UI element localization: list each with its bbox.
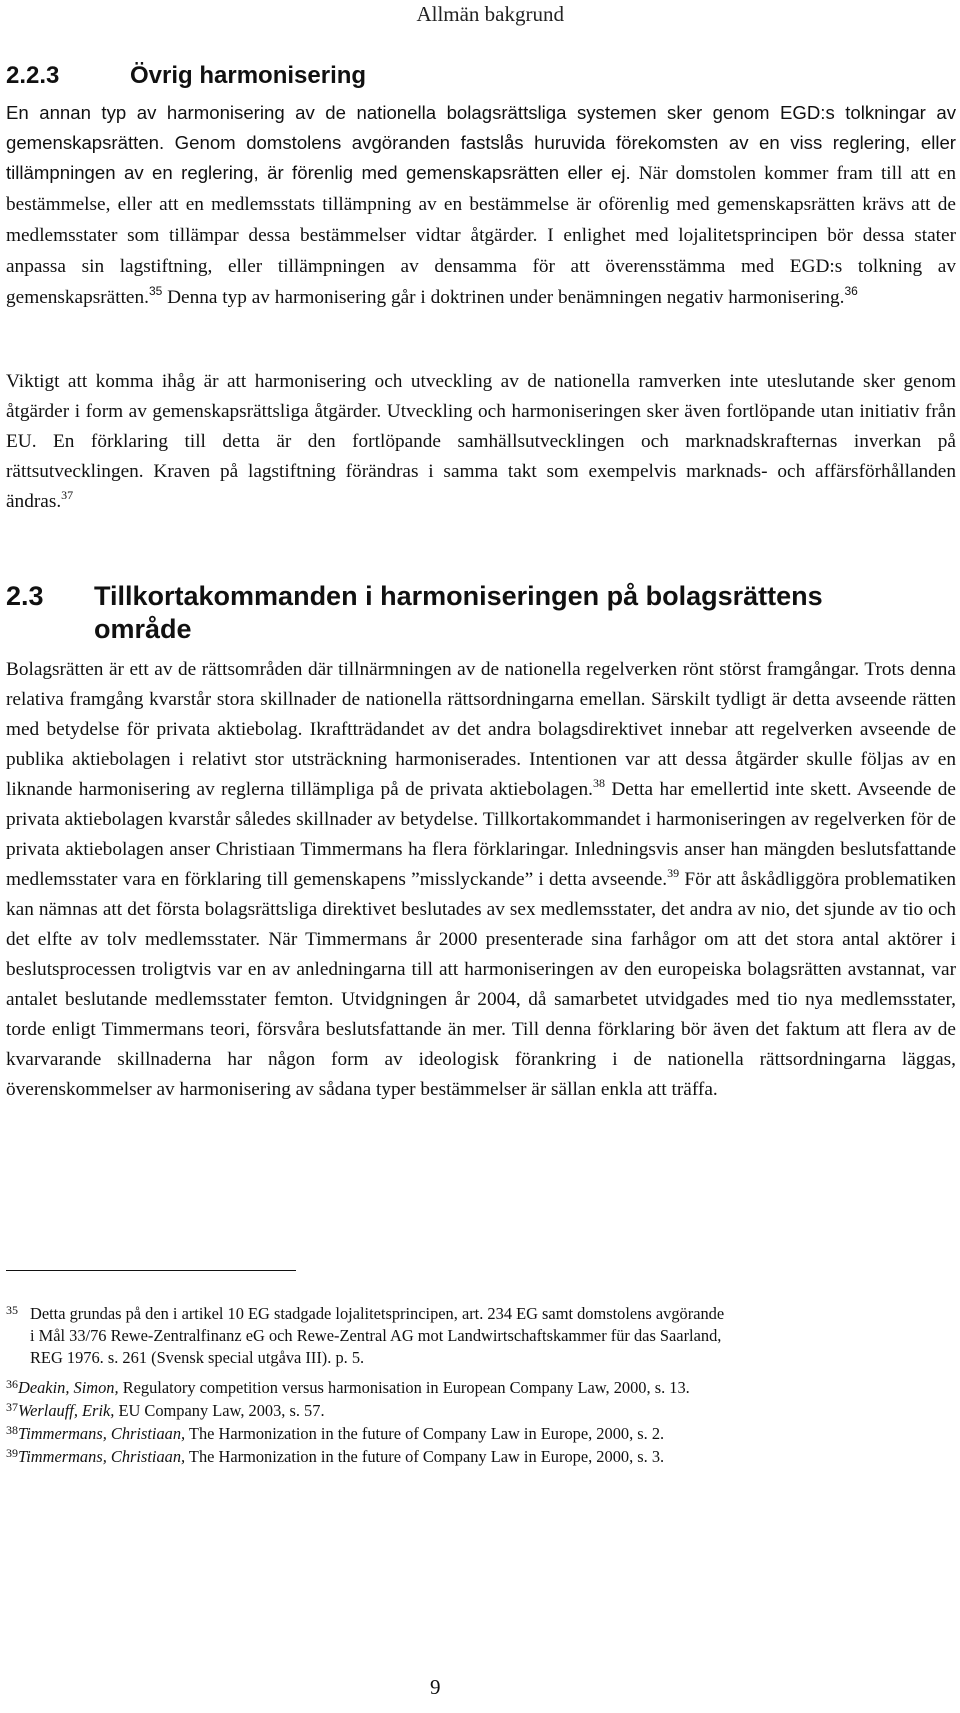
footnote-ref[interactable]: 35 (148, 284, 163, 298)
footnote-ref[interactable]: 36 (844, 284, 858, 298)
section-title: Tillkortakommanden i harmoniseringen på bolagsrättens (94, 581, 823, 611)
footnote-text: The Harmonization in the future of Company Law in Europe, 2000, s. 3. (185, 1447, 665, 1466)
paragraph-text: När domstolen kommer fram till att en bestämmelse, eller att en medlemsstats tillämpning av en bestämmelse är oförenlig med gemenskapsrätten krävs att de medlemsstater som tillämpar dessa bestämmelser vidtar åtgärder. I enlighet med lojalitetsprincipen bör dessa stater anpassa sin lagstiftning, eller tillämpningen av densamma för att överensstämma med EGD:s tolkning av gemenskapsrätten. (6, 163, 956, 308)
footnote-36: 36Deakin, Simon, Regulatory competition versus harmonisation in European Company Law, 2000, s. 13. (6, 1377, 690, 1397)
footnote-37: 37Werlauff, Erik, EU Company Law, 2003, s. 57. (6, 1400, 325, 1420)
footnote-39: 39Timmermans, Christiaan, The Harmonization in the future of Company Law in Europe, 2000, s. 3. (6, 1446, 665, 1466)
paragraph-2-2-3-1 (6, 98, 956, 313)
section-title: Övrig harmonisering (130, 62, 367, 89)
running-header: Allmän bakgrund (416, 2, 564, 26)
section-heading-2-3 (6, 580, 956, 646)
paragraph-text: En annan typ av harmonisering av de nationella bolagsrättsliga systemen sker genom EGD:s tolkningar av gemenskapsrätten. Genom domstolens avgöranden fastslås huruvida förekomsten av en viss reglering, eller tillämpningen av en reglering, är förenlig med gemenskapsrätten eller ej. (6, 102, 956, 183)
footnote-text: REG 1976. s. 261 (Svensk special utgåva III). p. 5. (30, 1348, 365, 1367)
footnote-author: Deakin, Simon, (18, 1378, 119, 1397)
paragraph-2-2-3-2 (6, 367, 956, 517)
page-number: 9 (430, 1675, 441, 1699)
footnote-35: 35 Detta grundas på den i artikel 10 EG stadgade lojalitetsprincipen, art. 234 EG samt domstolens avgörande i Mål 33/76 Rewe-Zentralfinanz eG och Rewe-Zentral AG mot Landwirtschaftskammer für das Saarland, REG 1976. s. 261 (Svensk special utgåva III). p. 5. (6, 1303, 956, 1369)
footnote-text: Regulatory competition versus harmonisation in European Company Law, 2000, s. 13. (118, 1378, 690, 1397)
footnote-separator (6, 1270, 296, 1271)
paragraph-text: Denna typ av harmonisering går i doktrinen under benämningen negativ harmonisering. (162, 287, 845, 308)
paragraph-2-3-1 (6, 655, 956, 1105)
paragraph-text: Viktigt att komma ihåg är att harmonisering och utveckling av de nationella ramverken inte uteslutande sker genom åtgärder i form av gemenskapsrättsliga åtgärder. Utveckling och harmoniseringen sker även fortlöpande utan initiativ från EU. En förklaring till detta är den fortlöpande samhällsutvecklingen och marknadskrafternas inverkan på rättsutvecklingen. Kraven på lagstiftning förändras i samma takt som exempelvis marknads- och affärsförhållanden ändras. (6, 371, 956, 512)
footnote-author: Werlauff, Erik, (18, 1401, 115, 1420)
footnote-text: The Harmonization in the future of Company Law in Europe, 2000, s. 2. (185, 1424, 665, 1443)
footnote-text: Detta grundas på den i artikel 10 EG stadgade lojalitetsprincipen, art. 234 EG samt domstolens avgörande (30, 1304, 725, 1323)
paragraph-text: Bolagsrätten är ett av de rättsområden där tillnärmningen av de nationella regelverken rönt störst framgångar. Trots denna relativa framgång kvarstår stora skillnader de nationella rättsordningarna emellan. Särskilt tydligt är detta avseende rätten med betydelse för privata aktiebolag. Ikraftträdandet av det andra bolagsdirektivet innebar att regelverken avseende de publika aktiebolagen i relativt stor utsträckning harmoniserades. Intentionen var att dessa åtgärder skulle följas av en liknande harmonisering av reglerna tillämpliga på de privata aktiebolagen. (6, 659, 956, 800)
footnote-text: i Mål 33/76 Rewe-Zentralfinanz eG och Rewe-Zentral AG mot Landwirtschaftskammer für das Saarland, (30, 1326, 722, 1345)
paragraph-text: För att åskådliggöra problematiken kan nämnas att det första bolagsrättsliga direktivet beslutades av sex medlemsstater, det andra av nio, det sjunde av tio och det elfte av tolv medlemsstater. När Timmermans år 2000 presenterade sina farhågor om att det stora antal aktörer i beslutsprocessen troligtvis var en av anledningarna till att harmoniseringen av den europeiska bolagsrätten avstannat, var antalet beslutande medlemsstater femton. Utvidgningen år 2004, då samarbetet utvidgades med tio nya medlemsstater, torde enligt Timmermans teori, försvåra beslutsfattande än mer. Till denna förklaring bör även det faktum att flera av de kvarvarande skillnaderna har någon form av ideologisk förankring i de nationella rättsordningarna läggas, överenskommelser av harmonisering av sådana typer bestämmelser är sällan enkla att träffa. (6, 869, 956, 1100)
section-heading-2-2-3 (6, 62, 366, 90)
footnote-ref[interactable]: 37 (61, 488, 74, 502)
footnote-ref[interactable]: 38 (592, 776, 605, 790)
section-title-continued: område (94, 614, 192, 644)
footnote-text: EU Company Law, 2003, s. 57. (114, 1401, 325, 1420)
footnote-author: Timmermans, Christiaan, (18, 1447, 186, 1466)
footnote-38: 38Timmermans, Christiaan, The Harmonization in the future of Company Law in Europe, 2000, s. 2. (6, 1423, 665, 1443)
footnote-author: Timmermans, Christiaan, (18, 1424, 186, 1443)
footnote-ref[interactable]: 39 (667, 866, 680, 880)
section-number: 2.3 (6, 581, 44, 611)
section-number: 2.2.3 (6, 62, 60, 89)
paragraph-text: Detta har emellertid inte skett. Avseende de privata aktiebolagen kvarstår således skillnader av betydelse. Tillkortakommandet i harmoniseringen av regelverken för de privata aktiebolagen anser Christiaan Timmermans ha flera förklaringar. Inledningsvis anser han mängden beslutsfattande medlemsstater vara en förklaring till gemenskapens ”misslyckande” i detta avseende. (6, 779, 956, 890)
